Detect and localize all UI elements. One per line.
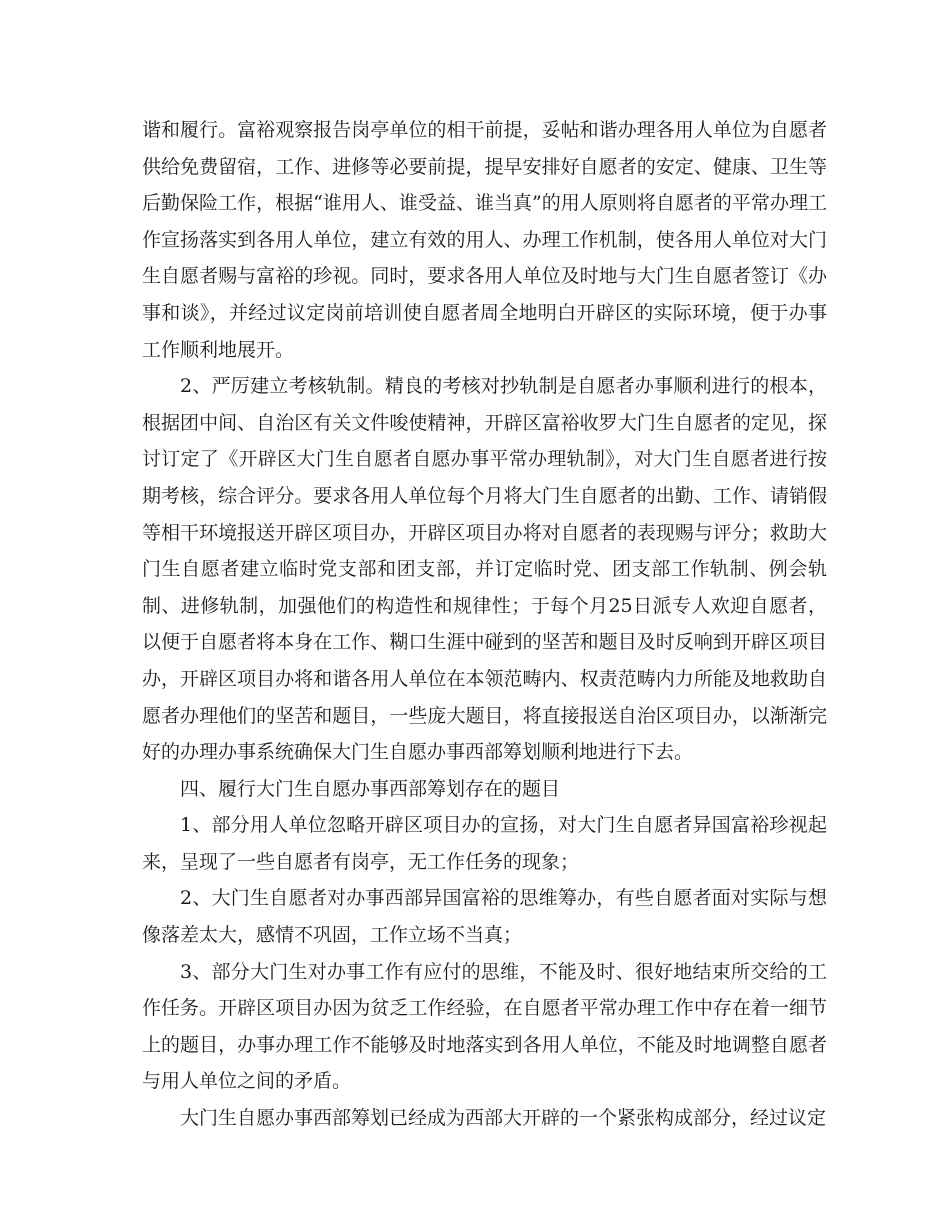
paragraph-6: 大门生自愿办事西部筹划已经成为西部大开辟的一个紧张构成部分，经过议定 [180, 1107, 827, 1130]
paragraph-5: 3、部分大门生对办事工作有应付的思维，不能及时、很好地结束所交给的工作任务。开辟区项目办因为贫乏工作经验，在自愿者平常办理工作中存在着一细节上的题目，办事办理工作不能够及时地落实到各用人单位，不能及时地调整自愿者与用人单位之间的矛盾。 [142, 960, 827, 1093]
paragraph-1: 谐和履行。富裕观察报告岗亭单位的相干前提，妥帖和谐办理各用人单位为自愿者供给免费留宿，工作、进修等必要前提，提早安排好自愿者的安定、健康、卫生等后勤保险工作，根据“谁用人、谁受益、谁当真”的用人原则将自愿者的平常办理工作宣扬落实到各用人单位，建立有效的用人、办理工作机制，使各用人单位对大门生自愿者赐与富裕的珍视。同时，要求各用人单位及时地与大门生自愿者签订《办事和谈》，并经过议定岗前培训使自愿者周全地明白开辟区的实际环境，便于办事工作顺利地展开。 [142, 119, 827, 361]
section-heading: 四、履行大门生自愿办事西部筹划存在的题目 [180, 777, 561, 800]
paragraph-3: 1、部分用人单位忽略开辟区项目办的宣扬，对大门生自愿者异国富裕珍视起来，呈现了一些自愿者有岗亭，无工作任务的现象； [142, 814, 827, 873]
paragraph-2: 2、严厉建立考核轨制。精良的考核对抄轨制是自愿者办事顺利进行的根本，根据团中间、自治区有关文件唆使精神，开辟区富裕收罗大门生自愿者的定见，探讨订定了《开辟区大门生自愿者自愿办事平常办理轨制》，对大门生自愿者进行按期考核，综合评分。要求各用人单位每个月将大门生自愿者的出勤、工作、请销假等相干环境报送开辟区项目办，开辟区项目办将对自愿者的表现赐与评分；救助大门生自愿者建立临时党支部和团支部，并订定临时党、团支部工作轨制、例会轨制、进修轨制，加强他们的构造性和规律性；于每个月25日派专人欢迎自愿者，以便于自愿者将本身在工作、糊口生涯中碰到的坚苦和题目及时反响到开辟区项目办，开辟区项目办将和谐各用人单位在本领范畴内、权责范畴内力所能及地救助自愿者办理他们的坚苦和题目，一些庞大题目，将直接报送自治区项目办，以渐渐完好的办理办事系统确保大门生自愿办事西部筹划顺利地进行下去。 [142, 375, 827, 764]
paragraph-4: 2、大门生自愿者对办事西部异国富裕的思维筹办，有些自愿者面对实际与想像落差太大，感情不巩固，工作立场不当真； [142, 887, 827, 947]
document-body [142, 112, 827, 1137]
